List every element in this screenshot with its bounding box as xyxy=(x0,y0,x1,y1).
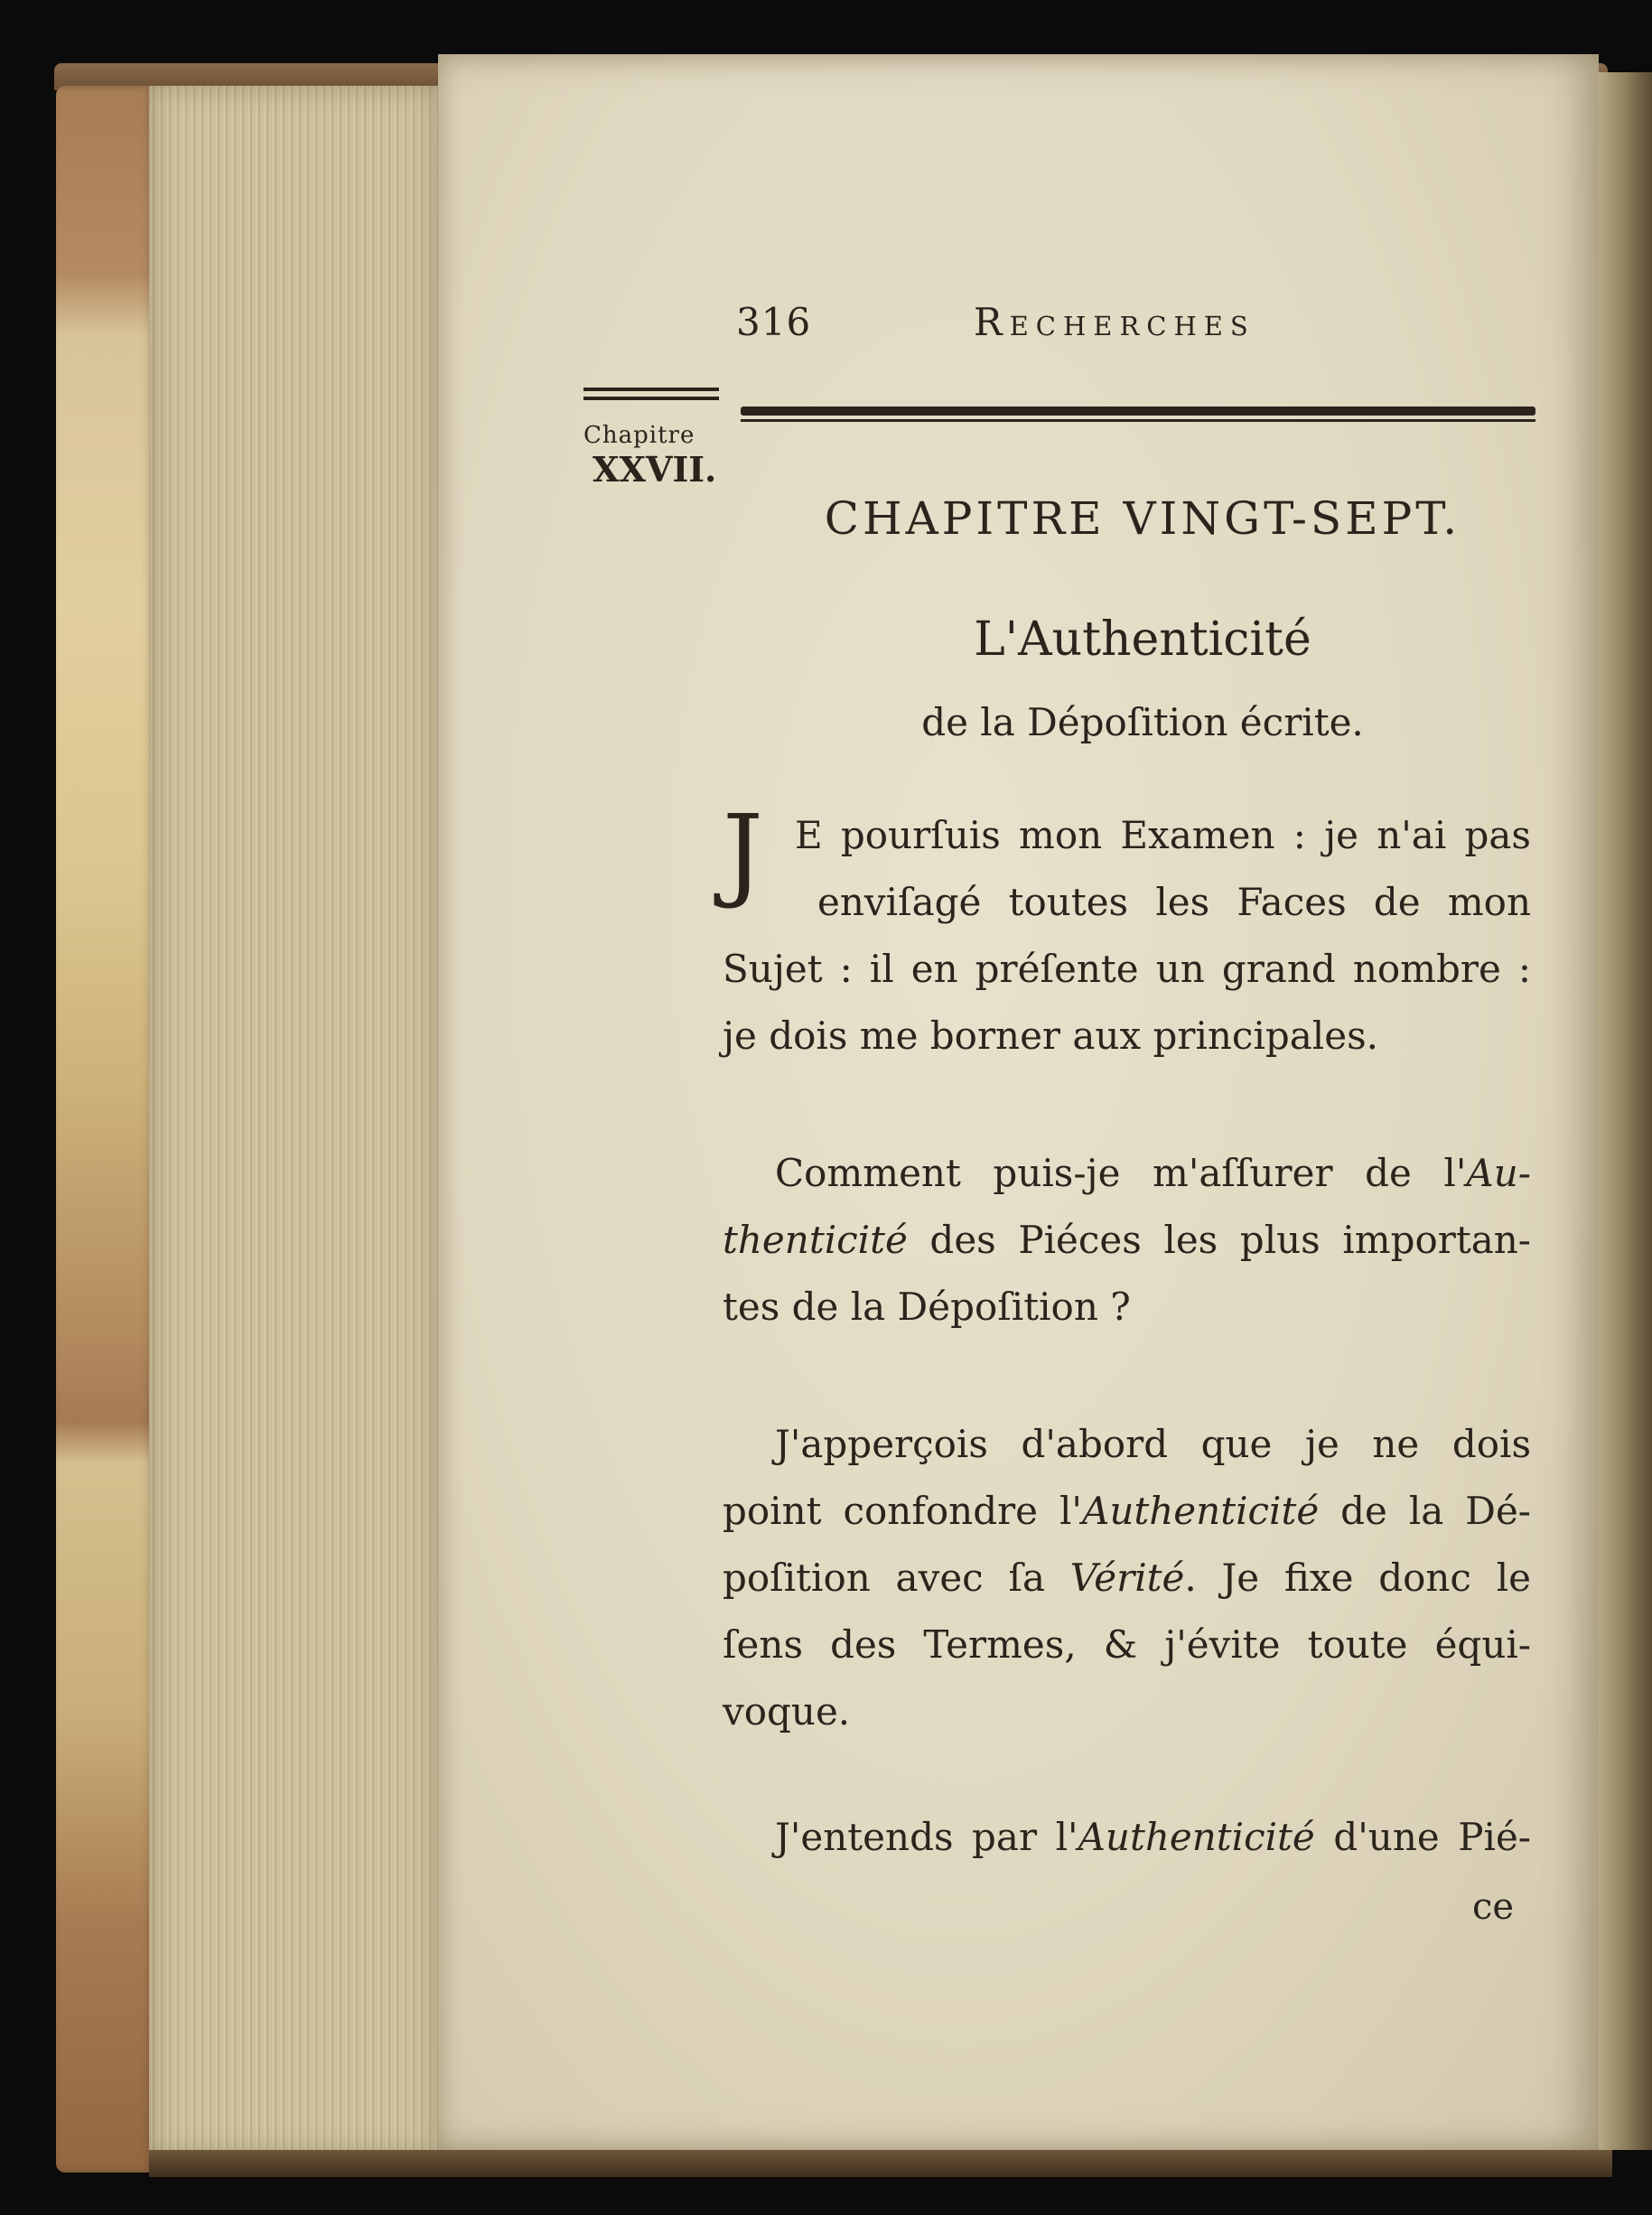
text-run: Comment puis-je m'aſſurer de l' xyxy=(775,1151,1467,1195)
italic-run: Authenticité xyxy=(1081,1489,1320,1533)
margin-rule xyxy=(583,388,719,391)
text-run: poſition avec ſa xyxy=(723,1556,1070,1600)
chapter-title: CHAPITRE VINGT-SEPT. xyxy=(824,492,1461,545)
italic-run: Vérité xyxy=(1069,1556,1185,1600)
header-rule xyxy=(741,407,1535,423)
header-rule-thick xyxy=(741,407,1535,416)
page-number: 316 xyxy=(736,300,812,344)
text-line: E pourſuis mon Examen : je n'ai pas xyxy=(795,813,1531,857)
text-line: Sujet : il en préſente un grand nombre : xyxy=(723,947,1531,991)
book-bottom-edge xyxy=(149,2150,1612,2177)
chapter-subtitle-main: L'Authenticité xyxy=(974,612,1311,667)
book-gutter xyxy=(1599,72,1652,2150)
text-run: d'une Pié- xyxy=(1314,1815,1531,1859)
paragraph-1 xyxy=(723,794,1531,1070)
margin-chapter-number: XXVII. xyxy=(593,449,717,490)
text-line: je dois me borner aux principales. xyxy=(723,1014,1378,1058)
italic-run: Authenticité xyxy=(1078,1815,1315,1859)
text-line xyxy=(723,1804,1531,1871)
book-spine xyxy=(56,86,155,2173)
text-run: J'entends par l' xyxy=(775,1815,1078,1859)
text-line: enviſagé toutes les Faces de mon xyxy=(817,880,1531,924)
margin-note xyxy=(580,384,724,492)
header-rule-thin xyxy=(741,419,1535,422)
paragraph-3 xyxy=(723,1411,1531,1745)
margin-label: Chapitre xyxy=(583,422,695,449)
running-head xyxy=(736,300,1368,354)
text-line xyxy=(723,1207,1531,1274)
text-line xyxy=(723,1140,1531,1207)
text-run: point confondre l' xyxy=(723,1489,1082,1533)
text-line: J'apperçois d'abord que je ne dois xyxy=(775,1422,1531,1466)
text-run: . Je fixe donc le xyxy=(1184,1556,1531,1600)
catchword: ce xyxy=(1472,1886,1515,1928)
text-line: voque. xyxy=(723,1689,851,1734)
text-line xyxy=(723,1545,1531,1612)
text-run: de la Dé- xyxy=(1319,1489,1531,1533)
margin-rule xyxy=(583,397,719,400)
drop-cap: J xyxy=(723,794,763,911)
running-title: Recherches xyxy=(974,300,1255,344)
italic-run: thenticité xyxy=(723,1218,908,1262)
italic-run: Au- xyxy=(1466,1151,1531,1195)
chapter-subtitle-secondary: de la Dépoſition écrite. xyxy=(921,700,1364,744)
text-line xyxy=(723,1478,1531,1545)
page-block-edges xyxy=(149,86,438,2154)
text-run: des Piéces les plus importan- xyxy=(907,1218,1531,1262)
text-line: tes de la Dépoſition ? xyxy=(723,1285,1131,1329)
text-line: ſens des Termes, & j'évite toute équi- xyxy=(723,1622,1531,1667)
paragraph-4 xyxy=(723,1804,1531,1871)
paragraph-2 xyxy=(723,1140,1531,1341)
